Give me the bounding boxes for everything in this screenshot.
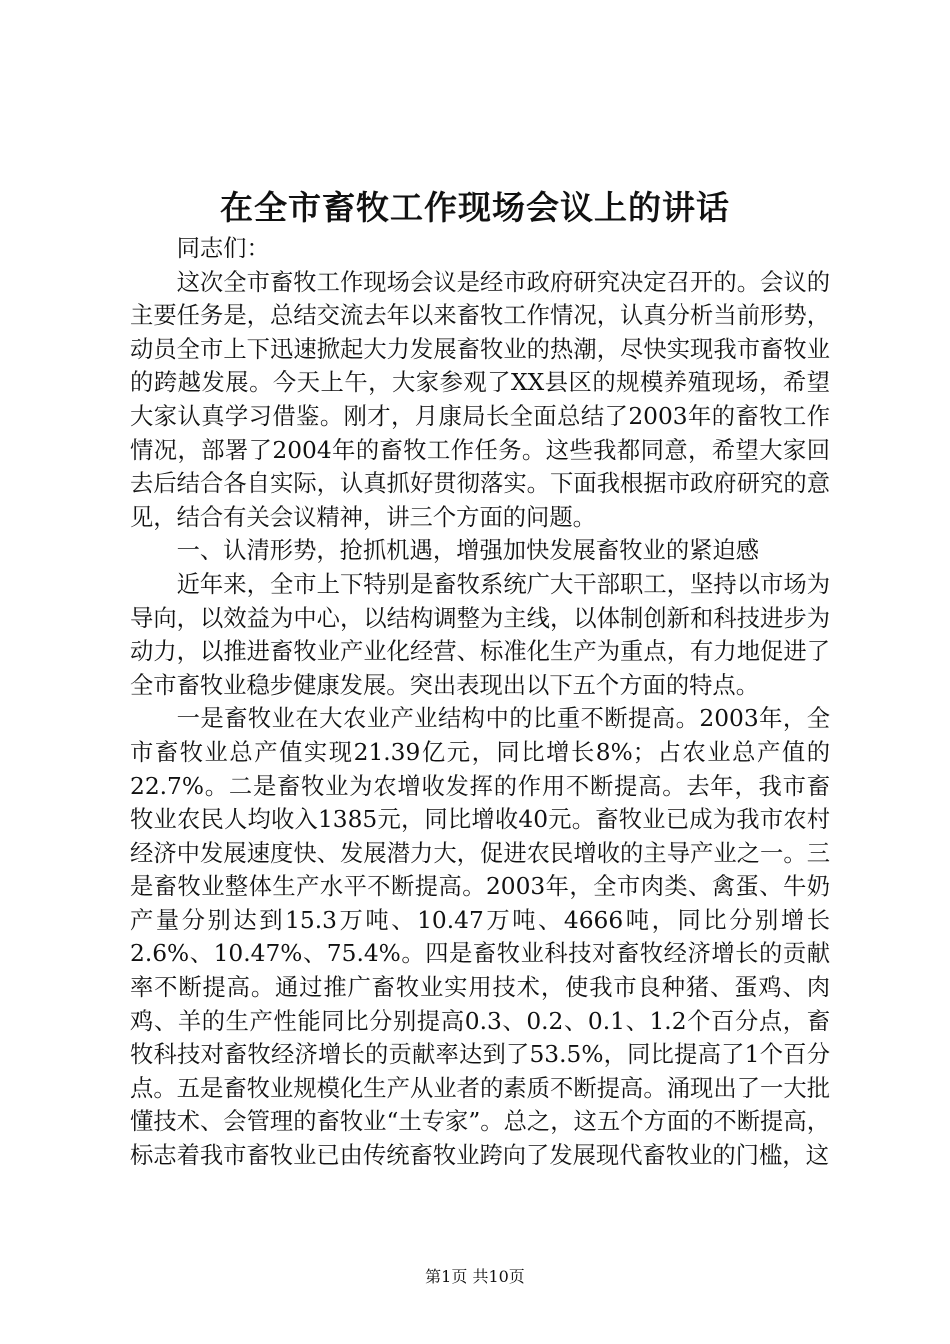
document-body — [130, 232, 830, 1173]
intro-paragraph: 这次全市畜牧工作现场会议是经市政府研究决定召开的。会议的主要任务是，总结交流去年以来畜牧工作情况，认真分析当前形势，动员全市上下迅速掀起大力发展畜牧业的热潮，尽快实现我市畜牧业的跨越发展。今天上午，大家参观了XX县区的规模养殖现场，希望大家认真学习借鉴。刚才，月康局长全面总结了2003年的畜牧工作情况，部署了2004年的畜牧工作任务。这些我都同意，希望大家回去后结合各自实际，认真抓好贯彻落实。下面我根据市政府研究的意见，结合有关会议精神，讲三个方面的问题。 — [130, 268, 830, 531]
salutation-paragraph: 同志们： — [176, 235, 270, 262]
section-heading-1: 一、认清形势，抢抓机遇，增强加快发展畜牧业的紧迫感 — [176, 537, 760, 565]
document-title: 在全市畜牧工作现场会议上的讲话 — [220, 188, 730, 227]
page-number-footer: 第1页 共10页 — [425, 1267, 525, 1286]
body-paragraph: 一是畜牧业在大农业产业结构中的比重不断提高。2003年，全市畜牧业总产值实现21.39亿元，同比增长8%；占农业总产值的22.7%。二是畜牧业为农增收发挥的作用不断提高。去年，我市畜牧业农民人均收入1385元，同比增收40元。畜牧业已成为我市农村经济中发展速度快、发展潜力大，促进农民增收的主导产业之一。三是畜牧业整体生产水平不断提高。2003年，全市肉类、禽蛋、牛奶产量分别达到15.3万吨、10.47万吨、4666吨，同比分别增长2.6%、10.47%、75.4%。四是畜牧业科技对畜牧经济增长的贡献率不断提高。通过推广畜牧业实用技术，使我市良种猪、蛋鸡、肉鸡、羊的生产性能同比分别提高0.3、0.2、0.1、1.2个百分点，畜牧科技对畜牧经济增长的贡献率达到了53.5%，同比提高了1个百分点。五是畜牧业规模化生产从业者的素质不断提高。涌现出了一大批懂技术、会管理的畜牧业“土专家”。总之，这五个方面的不断提高，标志着我市畜牧业已由传统畜牧业跨向了发展现代畜牧业的门槛，这 — [130, 705, 830, 1170]
body-paragraph: 近年来，全市上下特别是畜牧系统广大干部职工，坚持以市场为导向，以效益为中心，以结构调整为主线，以体制创新和科技进步为动力，以推进畜牧业产业化经营、标准化生产为重点，有力地促进了全市畜牧业稳步健康发展。突出表现出以下五个方面的特点。 — [130, 570, 830, 699]
